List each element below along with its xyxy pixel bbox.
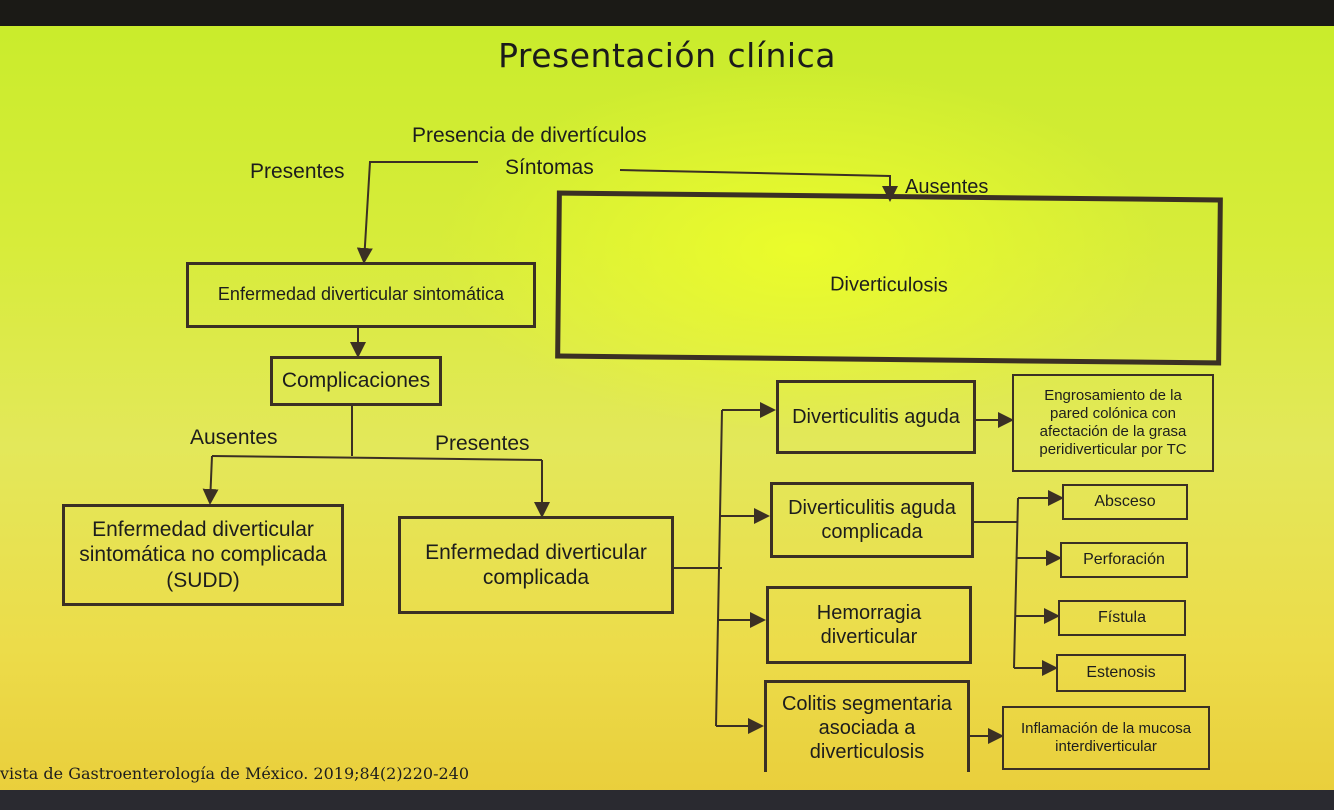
box-sudd (62, 504, 344, 606)
slide-title: Presentación clínica (498, 36, 836, 75)
box-colitis-line-3: diverticulosis (809, 740, 925, 763)
box-estenosis-label: Estenosis (1086, 664, 1156, 682)
box-sudd-line-3: (SUDD) (166, 568, 240, 592)
box-fistula (1058, 600, 1186, 636)
bottom-dark-band (0, 790, 1334, 810)
connector-branch-trunk (672, 410, 722, 726)
connector-sudd (210, 456, 212, 503)
box-hemorragia-line-2: diverticular (820, 626, 918, 648)
box-absceso-label: Absceso (1094, 493, 1156, 511)
box-perforacion (1060, 542, 1188, 578)
box-absceso (1062, 484, 1188, 520)
label-presencia: Presencia de divertículos (412, 124, 647, 147)
connector-sub-trunk (972, 498, 1018, 668)
box-engrosamiento-line-4: peridiverticular por TC (1039, 441, 1187, 458)
label-sintomas: Síntomas (505, 156, 594, 179)
box-complicada-line-1: Enfermedad diverticular (425, 540, 647, 564)
label-ausentes-mid: Ausentes (190, 426, 278, 449)
box-diverticulitis-aguda-complicada (770, 482, 974, 558)
box-complicada-line-2: complicada (482, 566, 590, 589)
box-diverticulitis-aguda-label: Diverticulitis aguda (792, 406, 960, 428)
box-perforacion-label: Perforación (1083, 551, 1165, 569)
box-aguda-complicada-line-1: Diverticulitis aguda (788, 497, 956, 519)
box-engrosamiento (1012, 374, 1214, 472)
box-engrosamiento-line-3: afectación de la grasa (1039, 423, 1187, 440)
box-hemorragia-line-1: Hemorragia (816, 602, 922, 624)
box-diverticulosis (555, 191, 1223, 366)
box-complicaciones (270, 356, 442, 406)
box-hemorragia (766, 586, 972, 664)
box-engrosamiento-line-1: Engrosamiento de la (1044, 387, 1182, 404)
box-complicada (398, 516, 674, 614)
box-colitis-line-1: Colitis segmentaria (781, 692, 953, 715)
box-inflamacion-line-2: interdiverticular (1055, 738, 1157, 755)
box-diverticulitis-aguda (776, 380, 976, 454)
box-diverticulosis-label: Diverticulosis (829, 273, 948, 297)
box-sudd-line-1: Enfermedad diverticular (92, 518, 314, 542)
label-presentes-top: Presentes (250, 160, 345, 183)
connector-presentes (364, 162, 478, 262)
box-engrosamiento-line-2: pared colónica con (1050, 405, 1176, 422)
reference-citation: vista de Gastroenterología de México. 2019;84(2)220-240 (0, 764, 470, 783)
box-fistula-label: Fístula (1097, 609, 1146, 627)
box-aguda-complicada-line-2: complicada (821, 521, 923, 543)
label-presentes-mid: Presentes (435, 432, 530, 455)
box-sudd-line-2: sintomática no complicada (79, 543, 327, 567)
box-colitis-line-2: asociada a (818, 716, 916, 739)
box-enfermedad-sintomatica (186, 262, 536, 328)
label-ausentes-top: Ausentes (905, 176, 989, 198)
box-estenosis (1056, 654, 1186, 692)
box-colitis (764, 680, 970, 772)
box-inflamacion (1002, 706, 1210, 770)
box-inflamacion-line-1: Inflamación de la mucosa (1020, 720, 1192, 737)
box-enfermedad-sintomatica-label: Enfermedad diverticular sintomática (217, 284, 505, 305)
box-complicaciones-label: Complicaciones (281, 369, 431, 393)
